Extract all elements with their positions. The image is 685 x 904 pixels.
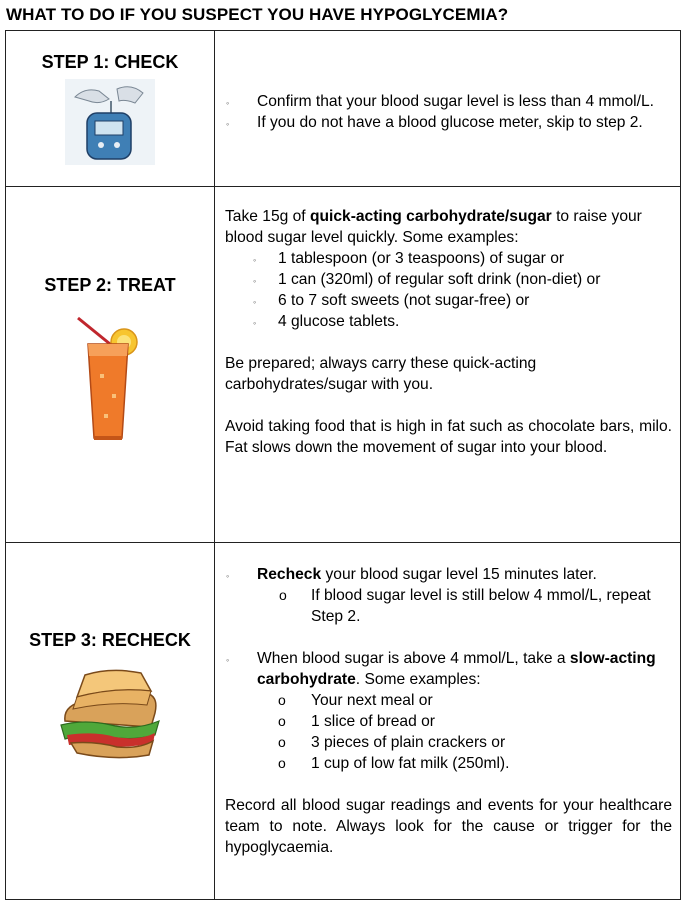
list-item: o 1 cup of low fat milk (250ml). [278, 755, 510, 772]
list-item: ◦ 1 can (320ml) of regular soft drink (non-diet) or [215, 269, 680, 290]
list-item: o If blood sugar level is still below 4 mmol/L, repeat Step 2. [279, 587, 651, 625]
step2-row [6, 187, 681, 543]
list-item: ◦ If you do not have a blood glucose meter, skip to step 2. [215, 112, 680, 133]
step3-label: STEP 3: RECHECK [29, 630, 191, 650]
step1-label-cell [6, 31, 215, 187]
step1-row [6, 31, 681, 187]
circle-marker: o [278, 734, 286, 750]
step3-record-text: Record all blood sugar readings and events for your healthcare team to note. Always look for the cause or trigger for the hypoglycaemia. [225, 797, 672, 856]
circle-marker: o [278, 692, 286, 708]
blood-glucose-meter-icon [6, 79, 214, 165]
step1-label: STEP 1: CHECK [41, 52, 179, 72]
step2-label-cell [6, 187, 215, 543]
bullet-marker: ◦ [226, 655, 230, 665]
list-item: o Your next meal or [278, 692, 433, 709]
bullet-marker: ◦ [253, 297, 257, 307]
step1-content-cell [215, 31, 681, 187]
list-item: o 1 slice of bread or [278, 713, 435, 730]
bullet-marker: ◦ [253, 255, 257, 265]
list-item: o 3 pieces of plain crackers or [278, 734, 506, 751]
step3-label-cell [6, 543, 215, 900]
list-item: ◦ 4 glucose tablets. [215, 311, 680, 332]
step2-intro: Take 15g of quick-acting carbohydrate/sugar to raise your blood sugar level quickly. Some examples: [225, 208, 642, 246]
step2-prepared-text: Be prepared; always carry these quick-acting carbohydrates/sugar with you. [225, 355, 537, 393]
list-item: ◦ Recheck your blood sugar level 15 minutes later. [215, 564, 680, 585]
list-item: ◦ Confirm that your blood sugar level is less than 4 mmol/L. [215, 91, 680, 112]
step2-label: STEP 2: TREAT [44, 275, 176, 295]
list-item: ◦ 1 tablespoon (or 3 teaspoons) of sugar or [215, 248, 680, 269]
page-title: WHAT TO DO IF YOU SUSPECT YOU HAVE HYPOGLYCEMIA? [6, 5, 509, 24]
bullet-marker: ◦ [226, 119, 230, 129]
circle-marker: o [278, 755, 286, 771]
circle-marker: o [278, 713, 286, 729]
sandwich-icon [6, 665, 214, 765]
step3-content-cell [215, 543, 681, 900]
step2-avoid-text: Avoid taking food that is high in fat such as chocolate bars, milo. Fat slows down the movement of sugar into your blood. [225, 418, 672, 456]
steps-table [5, 30, 681, 900]
bullet-marker: ◦ [253, 276, 257, 286]
step2-content-cell [215, 187, 681, 543]
bullet-marker: ◦ [226, 571, 230, 581]
list-item: ◦ 6 to 7 soft sweets (not sugar-free) or [215, 290, 680, 311]
list-item: ◦ When blood sugar is above 4 mmol/L, take a slow-acting carbohydrate. Some examples: [226, 650, 656, 688]
circle-marker: o [279, 587, 287, 603]
bullet-marker: ◦ [253, 318, 257, 328]
bullet-marker: ◦ [226, 98, 230, 108]
juice-glass-icon [6, 314, 214, 444]
step3-row [6, 543, 681, 900]
